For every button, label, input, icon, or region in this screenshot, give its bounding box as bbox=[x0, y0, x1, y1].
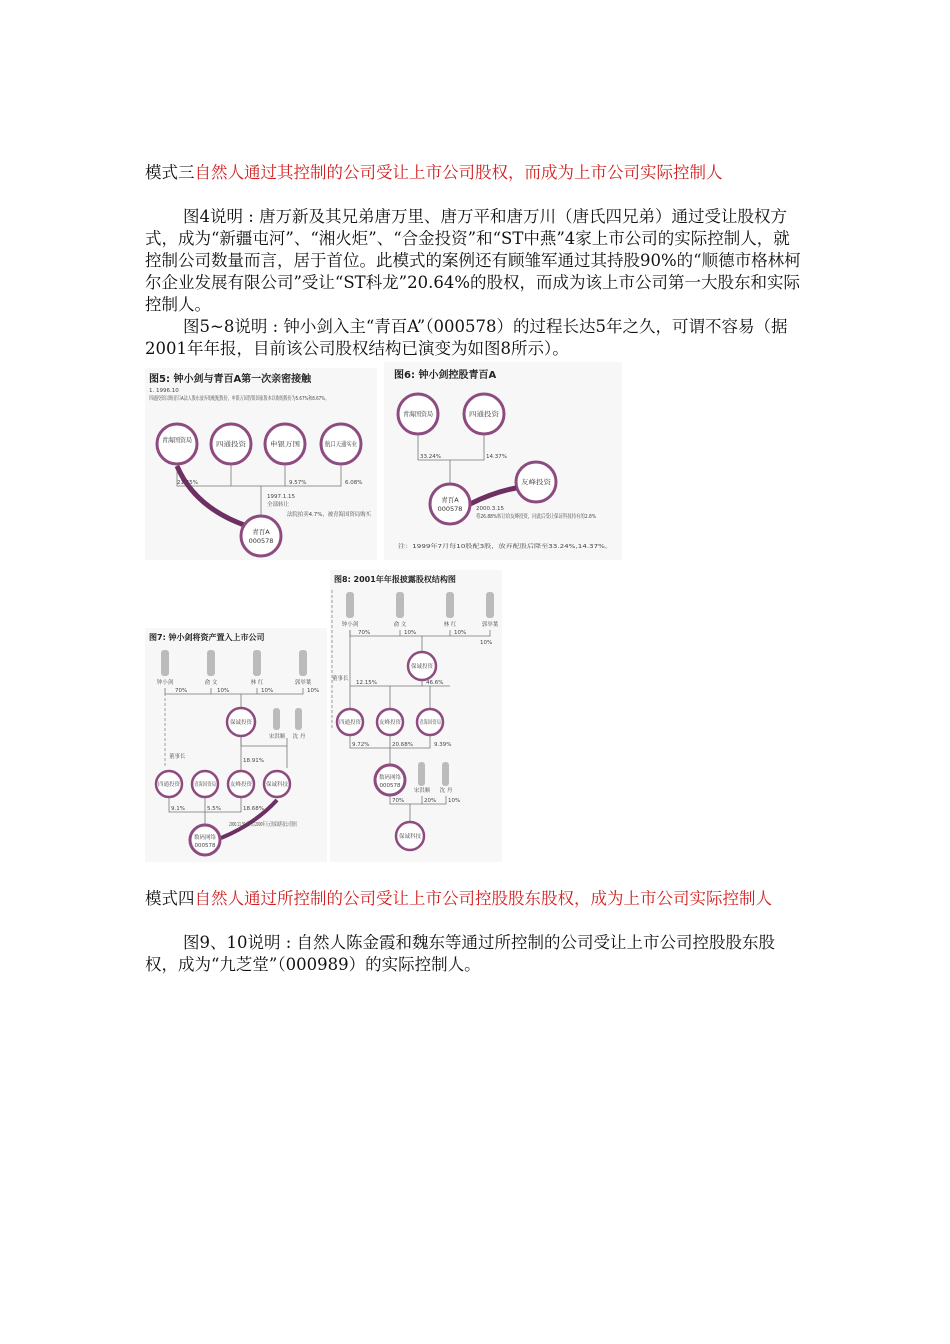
fig8-mid-pct-0: 9.72% bbox=[352, 742, 370, 748]
section4-para1: 图9、10说明 : 自然人陈金霞和魏东等通过所控制的公司受让上市公司控股股东股权，成为“九芝堂”（000989）的实际控制人。 bbox=[145, 933, 776, 974]
fig7-extra-person-0: 宋洪顺 bbox=[268, 734, 286, 740]
fig5-event-note: 法院拍卖4.7%，被青海国资局购买 bbox=[287, 512, 373, 518]
fig8-target-code: 000578 bbox=[379, 783, 401, 789]
fig5-title: 图5: 钟小剑与青百A第一次亲密接触 bbox=[149, 374, 312, 385]
fig5-pct-3: 6.08% bbox=[345, 480, 363, 486]
fig7-pct-3: 18.91% bbox=[243, 758, 264, 764]
fig6-node-label-0: 青海国资局 bbox=[403, 410, 436, 418]
fig7-node-label-1: 青海国资局 bbox=[194, 782, 222, 788]
fig8-lower-pct-1: 20% bbox=[424, 798, 437, 804]
fig8-node-holding-label: 保诚投资 bbox=[410, 664, 434, 670]
fig5-pct-2: 9.57% bbox=[289, 480, 307, 486]
fig7-extra-person-1: 沈 丹 bbox=[292, 734, 306, 740]
fig7-node-label-2: 友峰投资 bbox=[229, 782, 253, 788]
fig8-person-1: 俞 文 bbox=[393, 622, 407, 628]
fig7-role: 董事长 bbox=[169, 754, 186, 760]
fig7-target-label: 数码网络 bbox=[193, 835, 217, 841]
fig7-title: 图7: 钟小剑将资产置入上市公司 bbox=[149, 633, 265, 642]
fig8-pct-top-0: 12.15% bbox=[356, 680, 377, 686]
fig5-node-label-3: 航口天通实业 bbox=[325, 440, 364, 448]
fig8-person-pct-1: 10% bbox=[404, 630, 417, 636]
fig5-target-code: 000578 bbox=[248, 537, 274, 545]
fig8-person-pct-2: 10% bbox=[454, 630, 467, 636]
fig7-pct-2: 18.68% bbox=[243, 806, 264, 812]
section4-heading-prefix: 模式四 bbox=[145, 889, 195, 908]
fig5-pct-0: 21.45% bbox=[177, 480, 198, 486]
section3-para1: 图4说明 : 唐万新及其兄弟唐万里、唐万平和唐万川（唐氏四兄弟）通过受让股权方式，成为“新疆屯河”、“湘火炬”、“合金投资”和“ST中燕”4家上市公司的实际控制人，就控制公司数量而言，居于首位。此模式的案例还有顾雏军通过其持股90%的“顺德市格林柯尔企业发展有限公司”受让“ST科龙”20.64%的股权，而成为该上市公司第一大股东和实际控制人。 bbox=[145, 207, 801, 314]
fig6-event-note: 将26.88%转让给友峰投资，同此后受让保证科技持有的2.8% bbox=[476, 514, 627, 520]
fig6-footnote: 注：1999年7月每10股配3股，放弃配股后降至33.24%,14.37%。 bbox=[398, 544, 564, 550]
fig8-pct-top-1: 46.6% bbox=[426, 680, 444, 686]
fig8-lower-pct-0: 70% bbox=[392, 798, 405, 804]
section3-heading-red: 自然人通过其控制的公司受让上市公司股权，而成为上市公司实际控制人 bbox=[194, 163, 723, 182]
fig8-person-pct-3: 10% bbox=[480, 640, 493, 646]
fig5-node-label-1: 四通投资 bbox=[216, 440, 242, 448]
fig5-node-qinghai bbox=[157, 424, 197, 464]
fig8-title: 图8: 2001年年报披露股权结构图 bbox=[334, 575, 456, 584]
fig5-event-label: 全部转让 bbox=[267, 502, 290, 508]
figure-7 bbox=[145, 628, 359, 862]
fig6-node-label-2: 友峰投资 bbox=[521, 478, 547, 486]
fig6-pct-1: 14.37% bbox=[486, 454, 507, 460]
fig6-target-code: 000578 bbox=[437, 505, 463, 513]
fig7-node-label-4: 保诚科技 bbox=[265, 782, 289, 788]
figure-8 bbox=[330, 570, 502, 862]
fig8-lower-pct-2: 10% bbox=[448, 798, 461, 804]
fig5-target-node bbox=[241, 516, 281, 556]
fig7-person-3: 郭举葉 bbox=[294, 680, 312, 686]
fig8-lower-person-1: 沈 丹 bbox=[439, 788, 453, 794]
fig7-pct-0: 9.1% bbox=[171, 806, 185, 812]
section4-heading-red: 自然人通过所控制的公司受让上市公司控股股东股权，成为上市公司实际控制人 bbox=[194, 889, 772, 908]
fig6-event-date: 2000.3.15 bbox=[476, 506, 504, 512]
fig7-person-pct-3: 10% bbox=[307, 688, 320, 694]
fig5-event-date: 1997.1.15 bbox=[267, 494, 295, 500]
fig8-bottom-label: 保诚科技 bbox=[398, 834, 422, 840]
fig5-date: 1. 1996.10 bbox=[149, 388, 179, 394]
fig8-role: 董事长 bbox=[332, 676, 349, 682]
fig7-target-code: 000578 bbox=[194, 843, 216, 849]
section3-heading bbox=[145, 162, 805, 184]
fig8-target-label: 数码网络 bbox=[378, 775, 402, 781]
fig5-node-label-0: 青海国资局 bbox=[162, 436, 195, 444]
fig7-node-holding-label: 保诚投资 bbox=[229, 720, 253, 726]
fig8-lower-person-0: 宋洪顺 bbox=[413, 788, 431, 794]
fig7-node-label-0: 四通投资 bbox=[157, 782, 181, 788]
fig8-node-label-1: 友峰投资 bbox=[378, 720, 402, 726]
fig7-person-2: 林 红 bbox=[250, 680, 264, 686]
section4-heading bbox=[145, 888, 805, 910]
fig8-person-3: 郭举葉 bbox=[481, 622, 499, 628]
fig7-person-0: 钟小剑 bbox=[156, 680, 174, 686]
fig8-person-pct-0: 70% bbox=[358, 630, 371, 636]
fig7-pct-1: 5.5% bbox=[207, 806, 221, 812]
section3-para2: 图5~8说明 : 钟小剑入主“青百A”（000578）的过程长达5年之久，可谓不容易（据2001年年报，目前该公司股权结构已演变为如图8所示）。 bbox=[145, 317, 788, 358]
fig8-person-0: 钟小剑 bbox=[341, 622, 359, 628]
fig7-event-note: 2000.11.30 置入以2000年万元的保诚科技公司股权 bbox=[229, 822, 359, 828]
fig5-target-label: 青百A bbox=[252, 528, 270, 536]
section3-heading-prefix: 模式三 bbox=[145, 163, 195, 182]
fig6-pct-0: 33.24% bbox=[420, 454, 441, 460]
fig5-note: 四通投资以购青百A法人股东放弃的配配股份，申银万国智银国家股本以购的股份为5.67%和8.67%。 bbox=[149, 396, 397, 402]
fig7-person-pct-2: 10% bbox=[261, 688, 274, 694]
figure-6 bbox=[384, 362, 627, 560]
fig8-node-label-0: 四通投资 bbox=[338, 720, 362, 726]
fig5-node-label-2: 申银万国 bbox=[270, 440, 296, 448]
fig7-person-pct-1: 10% bbox=[217, 688, 230, 694]
fig7-person-1: 俞 文 bbox=[204, 680, 218, 686]
fig8-node-label-2: 青海国资局 bbox=[419, 720, 447, 726]
fig7-person-pct-0: 70% bbox=[175, 688, 188, 694]
fig8-mid-pct-1: 20.68% bbox=[392, 742, 413, 748]
fig8-person-2: 林 红 bbox=[443, 622, 457, 628]
fig6-title: 图6: 钟小剑控股青百A bbox=[394, 370, 497, 381]
figure-5 bbox=[145, 368, 397, 560]
fig6-target-node bbox=[430, 484, 470, 524]
fig6-node-label-1: 四通投资 bbox=[469, 410, 495, 418]
fig6-target-label: 青百A bbox=[441, 496, 459, 504]
fig8-mid-pct-2: 9.39% bbox=[434, 742, 452, 748]
